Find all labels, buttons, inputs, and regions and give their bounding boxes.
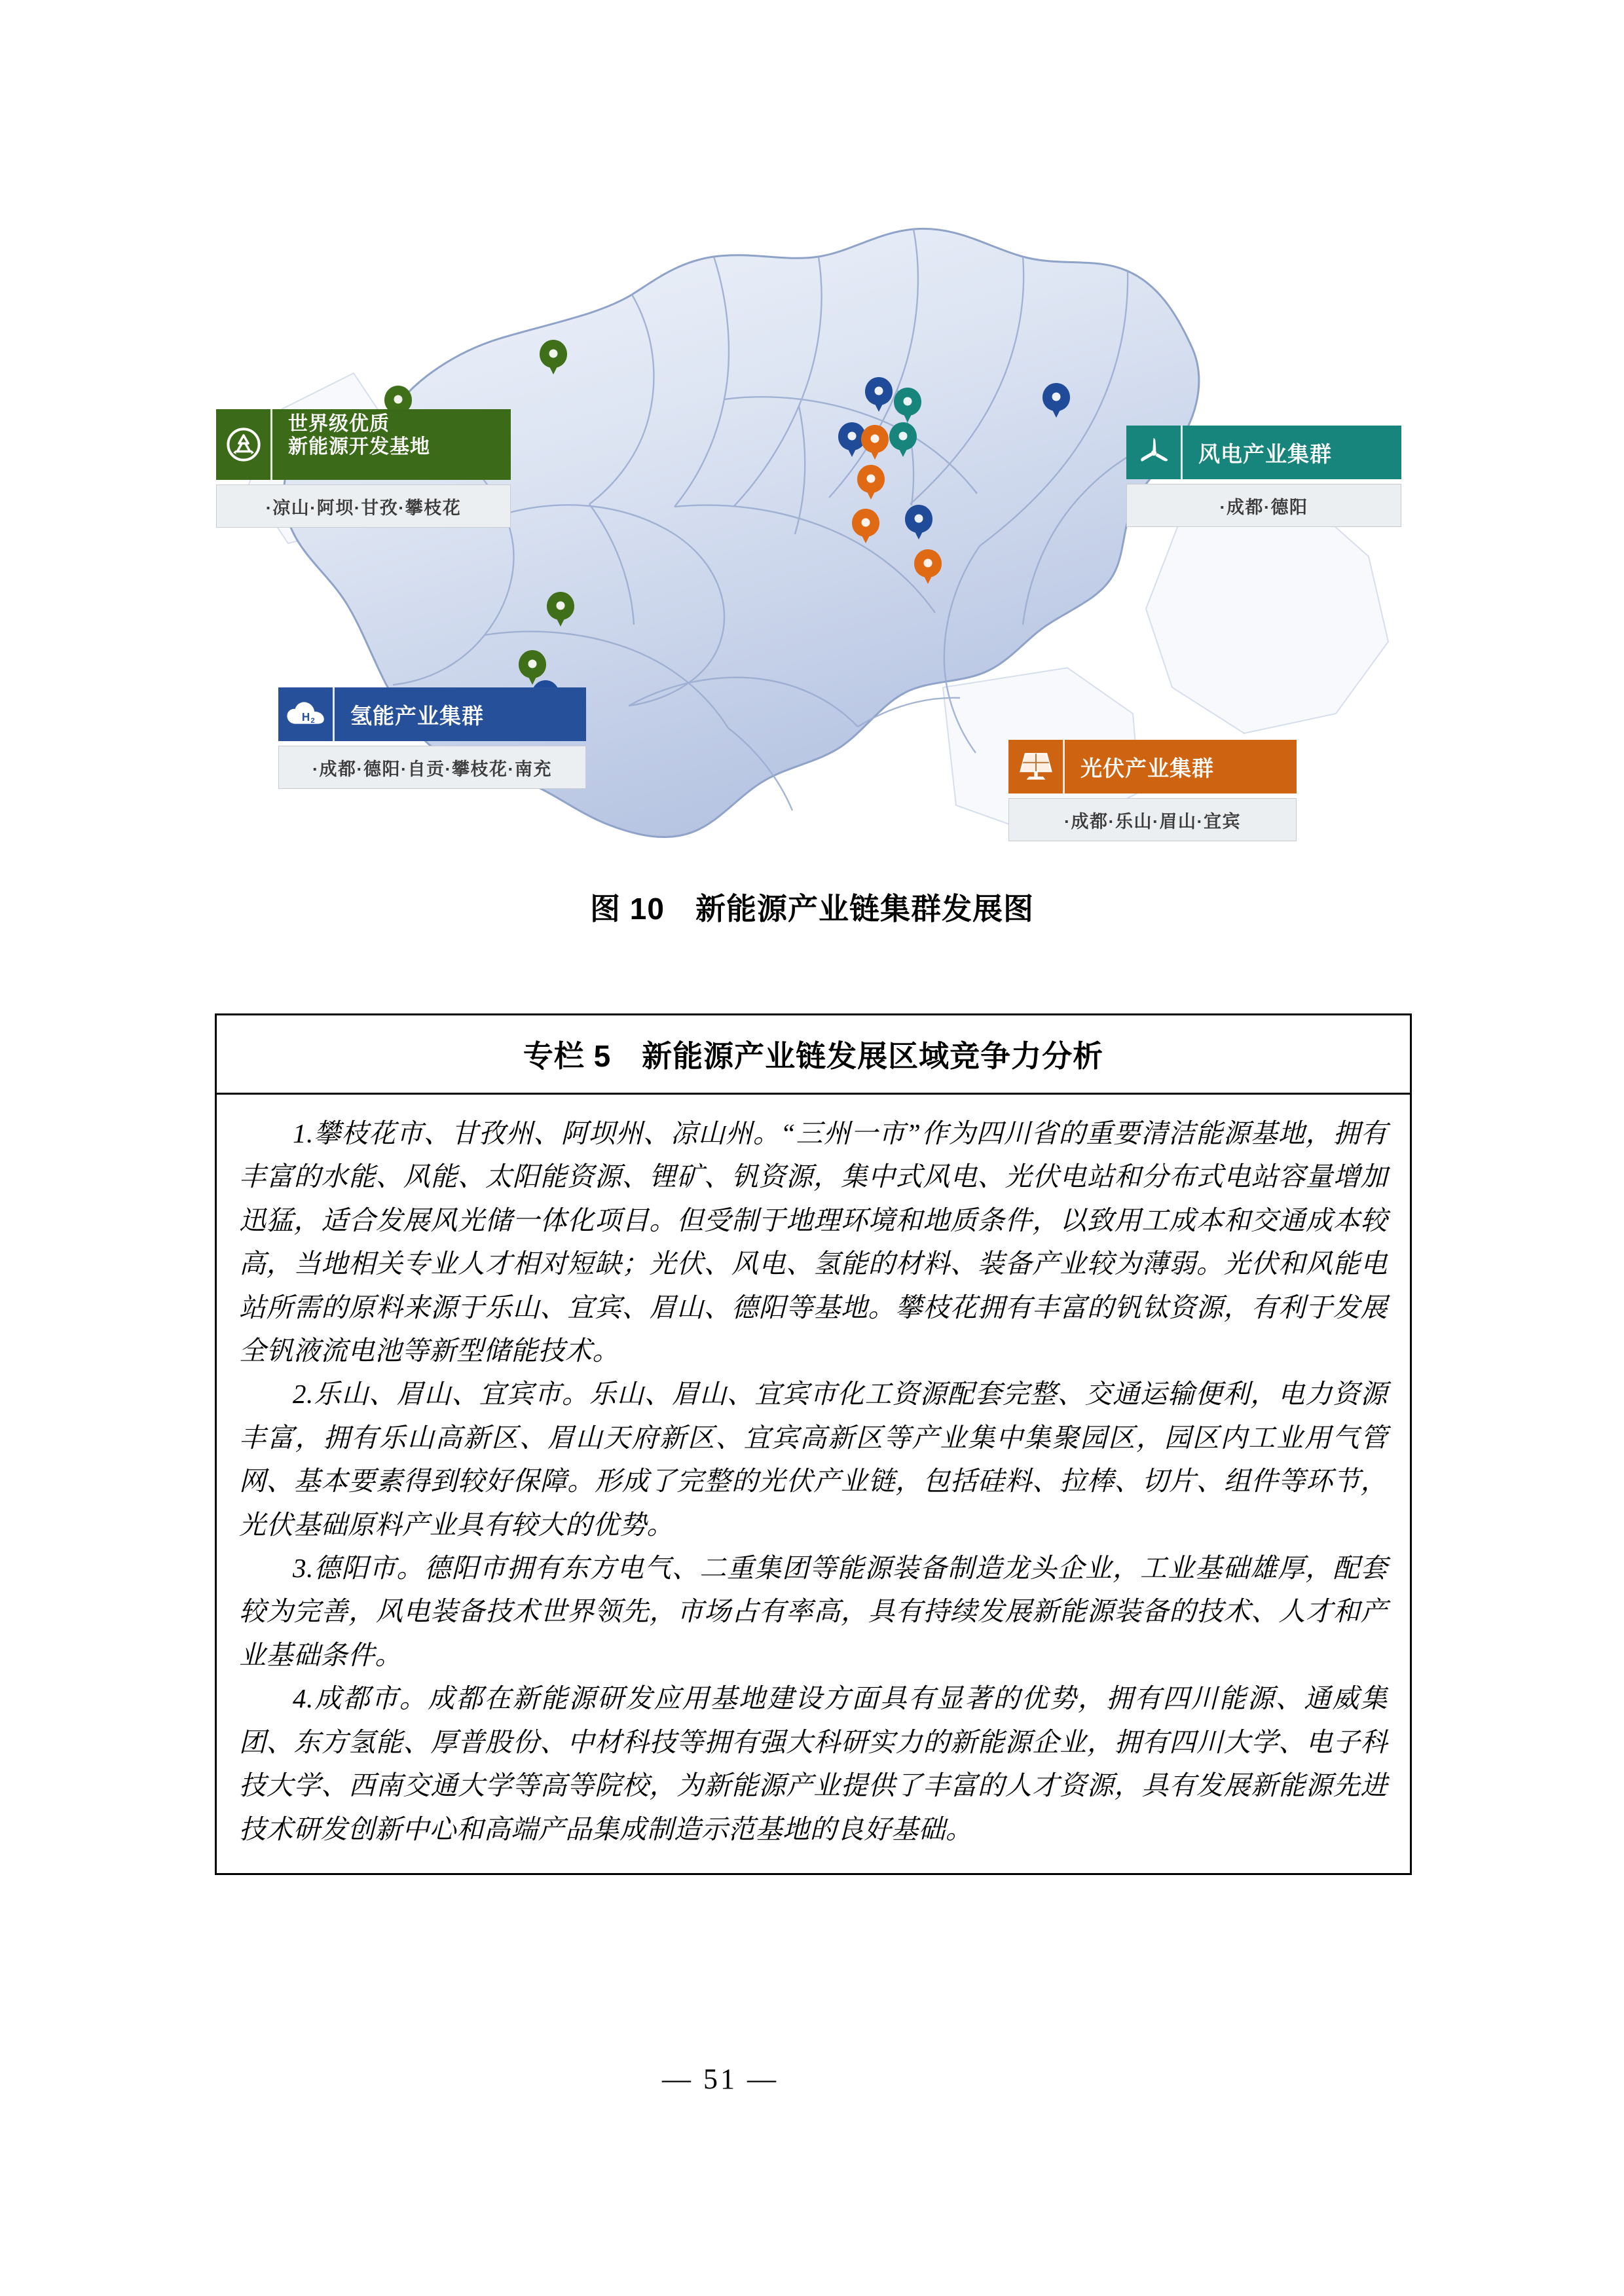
legend-green-cities: ·凉山·阿坝·甘孜·攀枝花 bbox=[216, 484, 511, 528]
svg-text:H: H bbox=[301, 710, 310, 723]
legend-pv-cities: ·成都·乐山·眉山·宜宾 bbox=[1008, 798, 1297, 841]
callout-paragraph-1: 1.攀枝花市、甘孜州、阿坝州、凉山州。“三州一市”作为四川省的重要清洁能源基地，拥有丰富的水能、风能、太阳能资源、锂矿、钒资源，集中式风电、光伏电站和分布式电站容量增加迅猛，适合发展风光储一体化项目。但受制于地理环境和地质条件，以致用工成本和交通成本较高，当地相关专业人才相对短缺；光伏、风电、氢能的材料、装备产业较为薄弱。光伏和风能电站所需的原料来源于乐山、宜宾、眉山、德阳等基地。攀枝花拥有丰富的钒钛资源，有利于发展全钒液流电池等新型储能技术。 bbox=[239, 1118, 1388, 1366]
callout-paragraph-2: 2.乐山、眉山、宜宾市。乐山、眉山、宜宾市化工资源配套完整、交通运输便利，电力资源丰富，拥有乐山高新区、眉山天府新区、宜宾高新区等产业集中集聚园区，园区内工业用气管网、基本要素得到较好保障。形成了完整的光伏产业链，包括硅料、拉棒、切片、组件等环节，光伏基础原料产业具有较大的优势。 bbox=[239, 1379, 1388, 1540]
page-number: — 51 — bbox=[662, 2063, 779, 2095]
callout-paragraph-4: 4.成都市。成都在新能源研发应用基地建设方面具有显著的优势，拥有四川能源、通威集团、东方氢能、厚普股份、中材科技等拥有强大科研实力的新能源企业，拥有四川大学、电子科技大学、西南交通大学等高等院校，为新能源产业提供了丰富的人才资源，具有发展新能源先进技术研发创新中心和高端产品集成制造示范基地的良好基础。 bbox=[239, 1683, 1388, 1844]
recycle-icon bbox=[216, 409, 272, 480]
callout-box-5 bbox=[215, 1013, 1412, 1875]
solar-panel-icon bbox=[1008, 740, 1065, 793]
legend-green-title bbox=[272, 409, 511, 480]
legend-green-title-line1: 世界级优质 bbox=[288, 413, 390, 435]
legend-photovoltaic-cluster[interactable] bbox=[1008, 740, 1297, 841]
legend-wind-cities: ·成都·德阳 bbox=[1126, 484, 1401, 527]
svg-text:2: 2 bbox=[310, 717, 315, 725]
legend-hydrogen-cluster[interactable] bbox=[278, 687, 586, 789]
callout-body bbox=[217, 1095, 1410, 1873]
figure-10-container bbox=[196, 216, 1428, 890]
legend-hydrogen-title: 氢能产业集群 bbox=[350, 703, 484, 728]
legend-wind-title: 风电产业集群 bbox=[1198, 441, 1332, 466]
legend-world-class-base[interactable] bbox=[216, 409, 511, 528]
hydrogen-cloud-icon bbox=[278, 687, 335, 741]
legend-wind-cluster[interactable] bbox=[1126, 426, 1401, 527]
wind-turbine-icon bbox=[1126, 426, 1183, 479]
callout-paragraph-3: 3.德阳市。德阳市拥有东方电气、二重集团等能源装备制造龙头企业，工业基础雄厚，配套较为完善，风电装备技术世界领先，市场占有率高，具有持续发展新能源装备的技术、人才和产业基础条件。 bbox=[239, 1553, 1388, 1670]
legend-green-title-line2: 新能源开发基地 bbox=[288, 435, 430, 458]
legend-pv-title: 光伏产业集群 bbox=[1080, 756, 1214, 780]
legend-hydrogen-cities: ·成都·德阳·自贡·攀枝花·南充 bbox=[278, 746, 586, 789]
callout-title: 专栏 5 新能源产业链发展区域竞争力分析 bbox=[217, 1015, 1410, 1095]
figure-caption: 图 10 新能源产业链集群发展图 bbox=[590, 892, 1034, 926]
